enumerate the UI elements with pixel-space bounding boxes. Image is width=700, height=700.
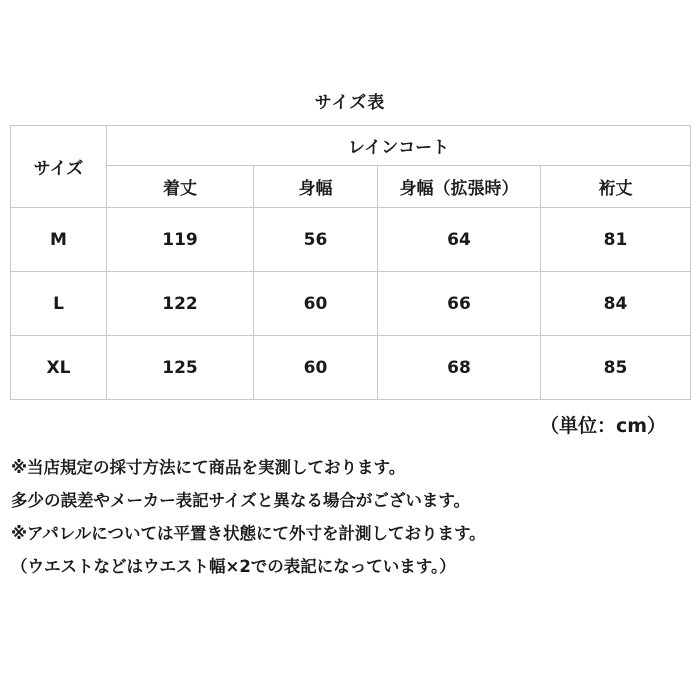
table-cell: 84 <box>541 272 691 336</box>
note-line: ※当店規定の採寸方法にて商品を実測しております。 <box>11 458 406 477</box>
size-cell: L <box>11 272 107 336</box>
table-cell: 119 <box>107 208 254 272</box>
size-column-header: サイズ <box>11 126 107 208</box>
column-header-sleeve: 裄丈 <box>541 166 691 208</box>
table-cell: 68 <box>378 336 541 400</box>
table-row <box>11 208 691 272</box>
table-cell: 56 <box>254 208 378 272</box>
table-cell: 66 <box>378 272 541 336</box>
notes-block <box>11 451 691 583</box>
note-line: （ウエストなどはウエスト幅×2での表記になっています。） <box>11 557 456 576</box>
table-cell: 60 <box>254 336 378 400</box>
table-cell: 60 <box>254 272 378 336</box>
table-cell: 64 <box>378 208 541 272</box>
column-header-width-expanded: 身幅（拡張時） <box>378 166 541 208</box>
table-row <box>11 336 691 400</box>
page-title: サイズ表 <box>314 93 386 113</box>
size-cell: M <box>11 208 107 272</box>
raincoat-group-header: レインコート <box>107 126 691 166</box>
size-cell: XL <box>11 336 107 400</box>
column-header-length: 着丈 <box>107 166 254 208</box>
column-header-width: 身幅 <box>254 166 378 208</box>
table-cell: 122 <box>107 272 254 336</box>
unit-label: （単位：cm） <box>539 415 666 437</box>
size-table <box>10 125 691 400</box>
note-line: 多少の誤差やメーカー表記サイズと異なる場合がございます。 <box>11 491 471 510</box>
table-cell: 81 <box>541 208 691 272</box>
table-cell: 125 <box>107 336 254 400</box>
note-line: ※アパレルについては平置き状態にて外寸を計測しております。 <box>11 524 486 543</box>
table-row <box>11 272 691 336</box>
table-cell: 85 <box>541 336 691 400</box>
